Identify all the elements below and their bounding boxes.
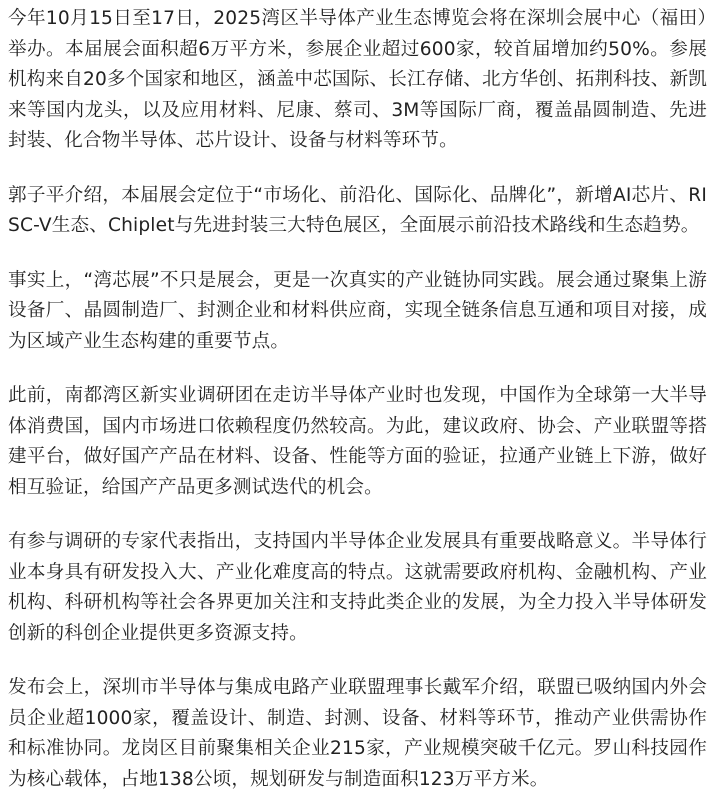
paragraph-exhibition-positioning: 郭子平介绍，本届展会定位于“市场化、前沿化、国际化、品牌化”，新增AI芯片、RISC-V生态、Chiplet与先进封装三大特色展区，全面展示前沿技术路线和生态趋势。 [8, 184, 707, 236]
paragraph-industry-chain-collaboration: 事实上，“湾芯展”不只是展会，更是一次真实的产业链协同实践。展会通过聚集上游设备厂、晶圆制造厂、封测企业和材料供应商，实现全链条信息互通和项目对接，成为区域产业生态构建的重要节点。 [8, 269, 707, 352]
paragraph-expert-opinion: 有参与调研的专家代表指出，支持国内半导体企业发展具有重要战略意义。半导体行业本身具有研发投入大、产业化难度高的特点。这就需要政府机构、金融机构、产业机构、科研机构等社会各界更加关注和支持此类企业的发展，为全力投入半导体研发创新的科创企业提供更多资源支持。 [8, 531, 707, 644]
paragraph-alliance-introduction: 发布会上，深圳市半导体与集成电路产业联盟理事长戴军介绍，联盟已吸纳国内外会员企业超1000家，覆盖设计、制造、封测、设备、材料等环节，推动产业供需协作和标准协同。龙岗区目前聚集相关企业215家，产业规模突破千亿元。罗山科技园作为核心载体，占地138公顷，规划研发与制造面积123万平方米。 [8, 677, 707, 790]
paragraph-research-findings: 此前，南都湾区新实业调研团在走访半导体产业时也发现，中国作为全球第一大半导体消费国，国内市场进口依赖程度仍然较高。为此，建议政府、协会、产业联盟等搭建平台，做好国产产品在材料、设备、性能等方面的验证，拉通产业链上下游，做好相互验证，给国产产品更多测试迭代的机会。 [8, 385, 707, 498]
paragraph-expo-overview: 今年10月15日至17日，2025湾区半导体产业生态博览会将在深圳会展中心（福田）举办。本届展会面积超6万平方米，参展企业超过600家，较首届增加约50%。参展机构来自20多个国家和地区，涵盖中芯国际、长江存储、北方华创、拓荆科技、新凯来等国内龙头，以及应用材料、尼康、蔡司、3M等国际厂商，覆盖晶圆制造、先进封装、化合物半导体、芯片设计、设备与材料等环节。 [8, 8, 707, 151]
